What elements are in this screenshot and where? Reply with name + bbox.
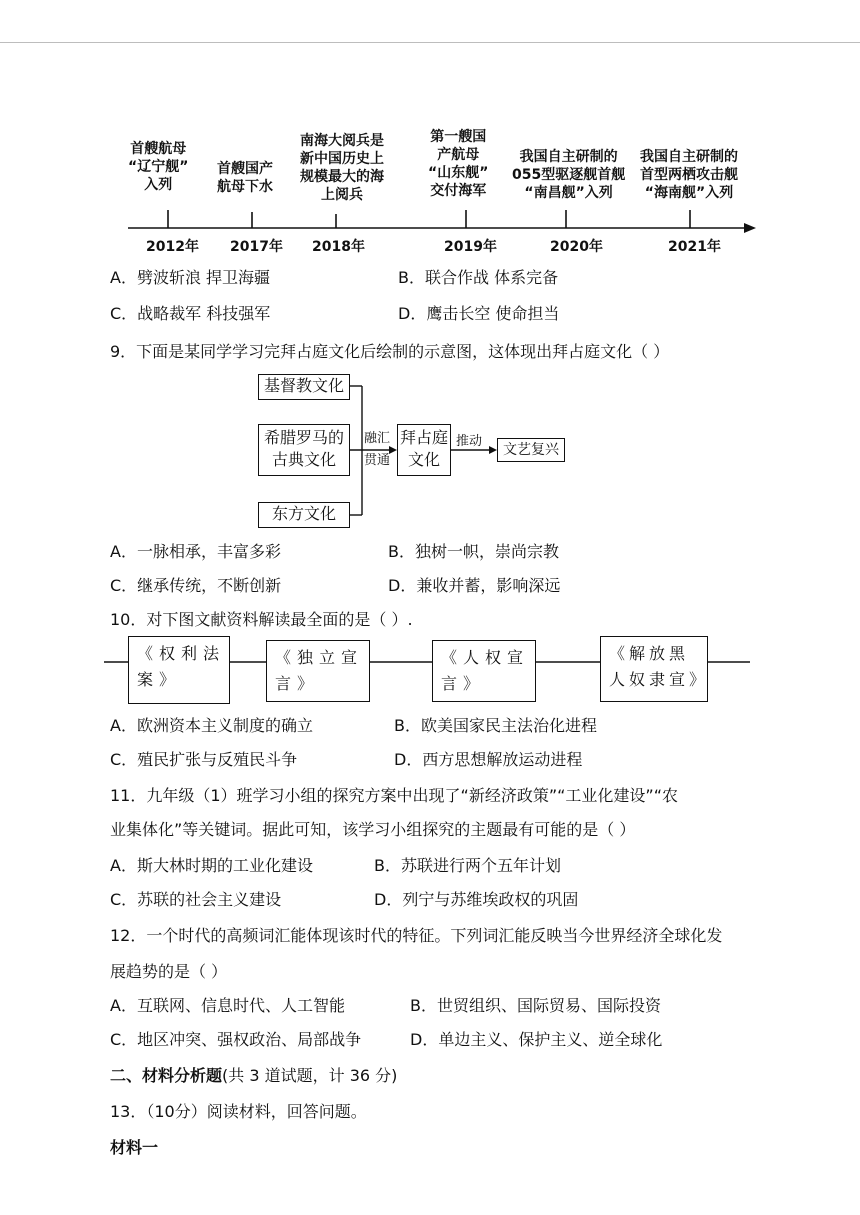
q9-option-a: A．一脉相承，丰富多彩 [110, 542, 281, 561]
q13-stem: 13．（10分）阅读材料，回答问题。 [110, 1102, 367, 1121]
q12-option-b: B．世贸组织、国际贸易、国际投资 [410, 996, 661, 1015]
q10-doc-declaration-of-independence: 《独立宣 言》 [266, 640, 370, 702]
timeline-event-2017: 首艘国产 航母下水 [217, 161, 273, 195]
q11-option-c: C．苏联的社会主义建设 [110, 890, 282, 909]
q9-box-christian-culture: 基督教文化 [258, 374, 350, 400]
q12-option-a: A．互联网、信息时代、人工智能 [110, 996, 345, 1015]
q8-option-b: B．联合作战 体系完备 [398, 268, 559, 287]
q11-option-b: B．苏联进行两个五年计划 [374, 856, 561, 875]
q13-material-label: 材料一 [110, 1138, 159, 1157]
section2-title: 二、材料分析题 [110, 1066, 223, 1085]
q9-option-b: B．独树一帜，崇尚宗教 [388, 542, 559, 561]
q11-stem-line1: 11．九年级（1）班学习小组的探究方案中出现了“新经济政策”“工业化建设”“农 [110, 786, 678, 805]
timeline-year-2012: 2012年 [146, 239, 199, 255]
q8-option-a: A．劈波斩浪 捍卫海疆 [110, 268, 271, 287]
timeline-year-2018: 2018年 [312, 239, 365, 255]
q10-option-b: B．欧美国家民主法治化进程 [394, 716, 597, 735]
q9-option-c: C．继承传统，不断创新 [110, 576, 282, 595]
q11-option-a: A．斯大林时期的工业化建设 [110, 856, 313, 875]
q9-box-eastern-culture: 东方文化 [258, 502, 350, 528]
timeline-event-2018: 南海大阅兵是 新中国历史上 规模最大的海 上阅兵 [300, 133, 384, 203]
q12-stem-line2: 展趋势的是（ ） [110, 962, 228, 981]
q10-doc-emancipation-proclamation: 《解放黑 人奴隶宣》 [600, 636, 708, 702]
q12-stem-line1: 12．一个时代的高频词汇能体现该时代的特征。下列词汇能反映当今世界经济全球化发 [110, 926, 723, 945]
q9-box-greco-roman-culture: 希腊罗马的 古典文化 [258, 424, 350, 476]
q9-stem: 9．下面是某同学学习完拜占庭文化后绘制的示意图，这体现出拜占庭文化（ ） [110, 342, 670, 361]
q10-doc-bill-of-rights: 《权利法 案》 [128, 636, 230, 704]
timeline-event-2020: 我国自主研制的 055型驱逐舰首舰 “南昌舰”入列 [512, 149, 626, 201]
timeline-event-2012: 首艘航母 “辽宁舰” 入列 [128, 141, 189, 193]
section2-heading [110, 1066, 397, 1086]
timeline-event-2021: 我国自主研制的 首型两栖攻击舰 “海南舰”入列 [640, 149, 738, 201]
q10-doc-declaration-of-rights-of-man: 《人权宣 言》 [432, 640, 536, 702]
q10-stem: 10．对下图文献资料解读最全面的是（ ）. [110, 610, 413, 629]
q10-option-a: A．欧洲资本主义制度的确立 [110, 716, 313, 735]
q8-option-d: D．鹰击长空 使命担当 [398, 304, 560, 323]
q8-option-c: C．战略裁军 科技强军 [110, 304, 271, 323]
timeline-event-2019: 第一艘国 产航母 “山东舰” 交付海军 [428, 129, 489, 199]
timeline-year-2017: 2017年 [230, 239, 283, 255]
q11-option-d: D．列宁与苏维埃政权的巩固 [374, 890, 579, 909]
q12-option-d: D．单边主义、保护主义、逆全球化 [410, 1030, 663, 1049]
q9-option-d: D．兼收并蓄，影响深远 [388, 576, 561, 595]
q11-stem-line2: 业集体化”等关键词。据此可知，该学习小组探究的主题最有可能的是（ ） [110, 820, 636, 839]
q12-option-c: C．地区冲突、强权政治、局部战争 [110, 1030, 362, 1049]
q9-link-merge: 融汇 贯通 [364, 431, 391, 468]
timeline-year-2021: 2021年 [668, 239, 721, 255]
section2-note: (共 3 道试题，计 36 分) [222, 1066, 398, 1085]
q9-box-byzantine-culture: 拜占庭 文化 [397, 424, 451, 476]
q9-box-renaissance: 文艺复兴 [497, 438, 565, 462]
q10-option-c: C．殖民扩张与反殖民斗争 [110, 750, 298, 769]
timeline-year-2020: 2020年 [550, 239, 603, 255]
q9-link-promote: 推动 [456, 434, 483, 449]
q10-option-d: D．西方思想解放运动进程 [394, 750, 583, 769]
timeline-year-2019: 2019年 [444, 239, 497, 255]
